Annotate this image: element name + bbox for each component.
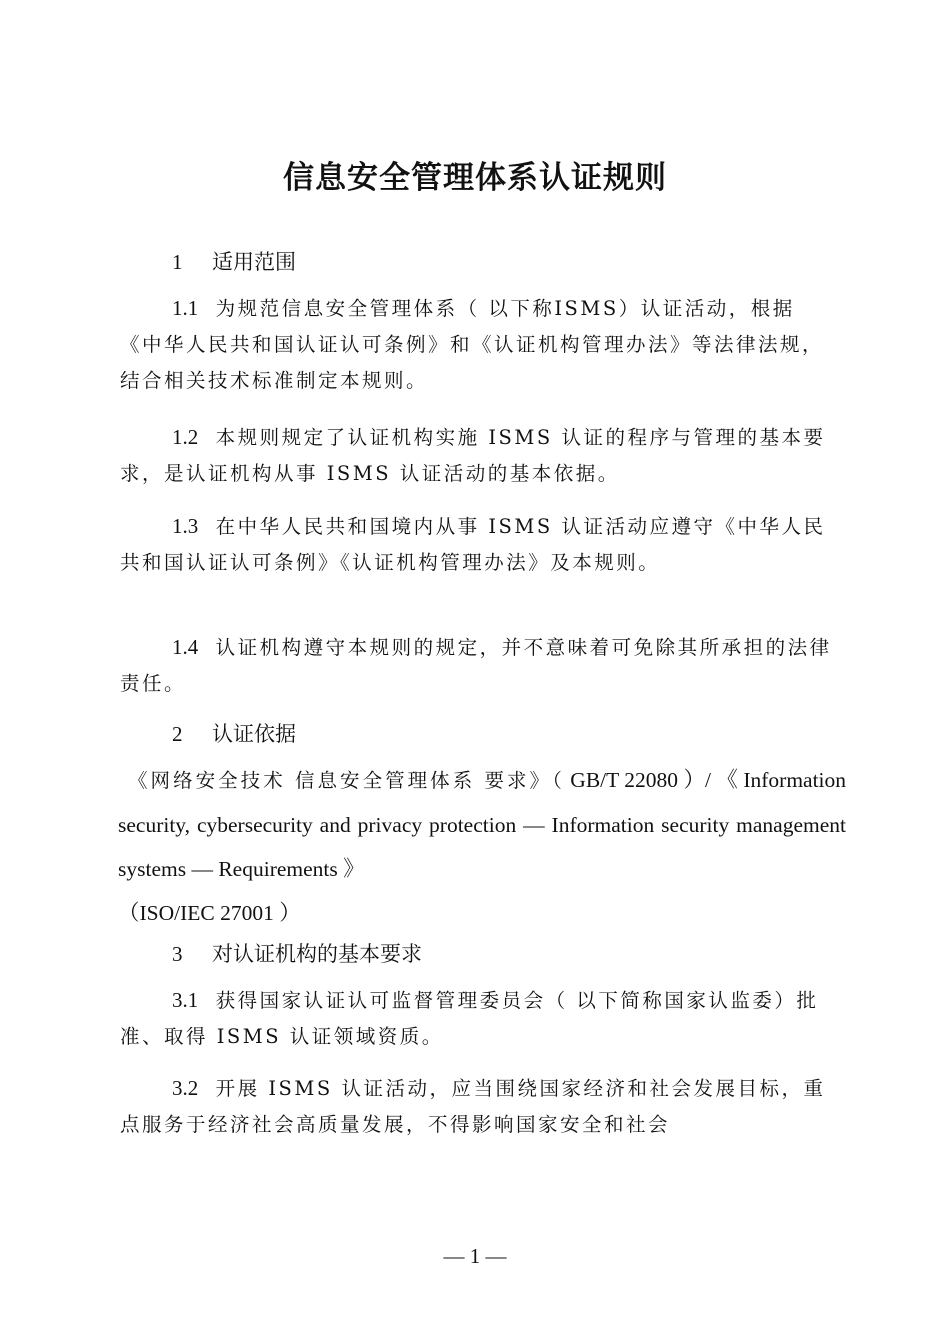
paragraph-text: 本规则规定了认证机构实施 ISMS 认证的程序与管理的基本要求，是认证机构从事 ISMS 认证活动的基本依据。 <box>120 426 826 485</box>
basis-cn-code: GB/T 22080 ）/ <box>570 768 711 792</box>
section-number: 2 <box>172 722 183 746</box>
paragraph-text: 获得国家认证认可监督管理委员会（ 以下简称国家认监委）批准、取得 ISMS 认证领域资质。 <box>120 989 819 1048</box>
section-heading-1 <box>172 246 296 276</box>
section-title: 适用范围 <box>212 250 296 274</box>
paragraph-3-2 <box>120 1070 835 1143</box>
paragraph-1-1 <box>120 290 835 399</box>
paragraph-text: 认证机构遵守本规则的规定，并不意味着可免除其所承担的法律责任。 <box>120 636 832 695</box>
paragraph-1-4 <box>120 629 835 702</box>
page-number: — 1 — <box>443 1244 507 1268</box>
paragraph-number: 1.2 <box>172 425 199 449</box>
paragraph-number: 1.3 <box>172 514 199 538</box>
section-number: 1 <box>172 250 183 274</box>
paragraph-text: 开展 ISMS 认证活动，应当围绕国家经济和社会发展目标，重点服务于经济社会高质量发展，不得影响国家安全和社会 <box>120 1077 826 1136</box>
paragraph-number: 1.1 <box>172 296 199 320</box>
paragraph-number: 1.4 <box>172 635 199 659</box>
section-heading-2 <box>172 718 296 748</box>
section-number: 3 <box>172 942 183 966</box>
section-title: 对认证机构的基本要求 <box>212 942 422 966</box>
paragraph-number: 3.1 <box>172 988 199 1012</box>
paragraph-text: 为规范信息安全管理体系（ 以下称ISMS）认证活动，根据《中华人民共和国认证认可条例》和《认证机构管理办法》等法律法规，结合相关技术标准制定本规则。 <box>120 297 825 392</box>
basis-en-code: （ISO/IEC 27001 ） <box>118 901 301 925</box>
paragraph-number: 3.2 <box>172 1076 199 1100</box>
paragraph-text: 在中华人民共和国境内从事 ISMS 认证活动应遵守《中华人民共和国认证认可条例》《认证机构管理办法》及本规则。 <box>120 515 826 574</box>
section-title: 认证依据 <box>212 722 296 746</box>
certification-basis <box>118 758 846 935</box>
paragraph-1-3 <box>120 508 835 581</box>
basis-cn-title: 《网络安全技术 信息安全管理体系 要求》（ <box>128 769 565 792</box>
section-heading-3 <box>172 938 422 968</box>
paragraph-3-1 <box>120 982 835 1055</box>
document-title: 信息安全管理体系认证规则 <box>283 160 667 196</box>
basis-en-text: 《 Information security, cybersecurity and privacy protection — Information security management systems — Requirements 》 <box>118 768 847 881</box>
paragraph-1-2 <box>120 419 835 492</box>
